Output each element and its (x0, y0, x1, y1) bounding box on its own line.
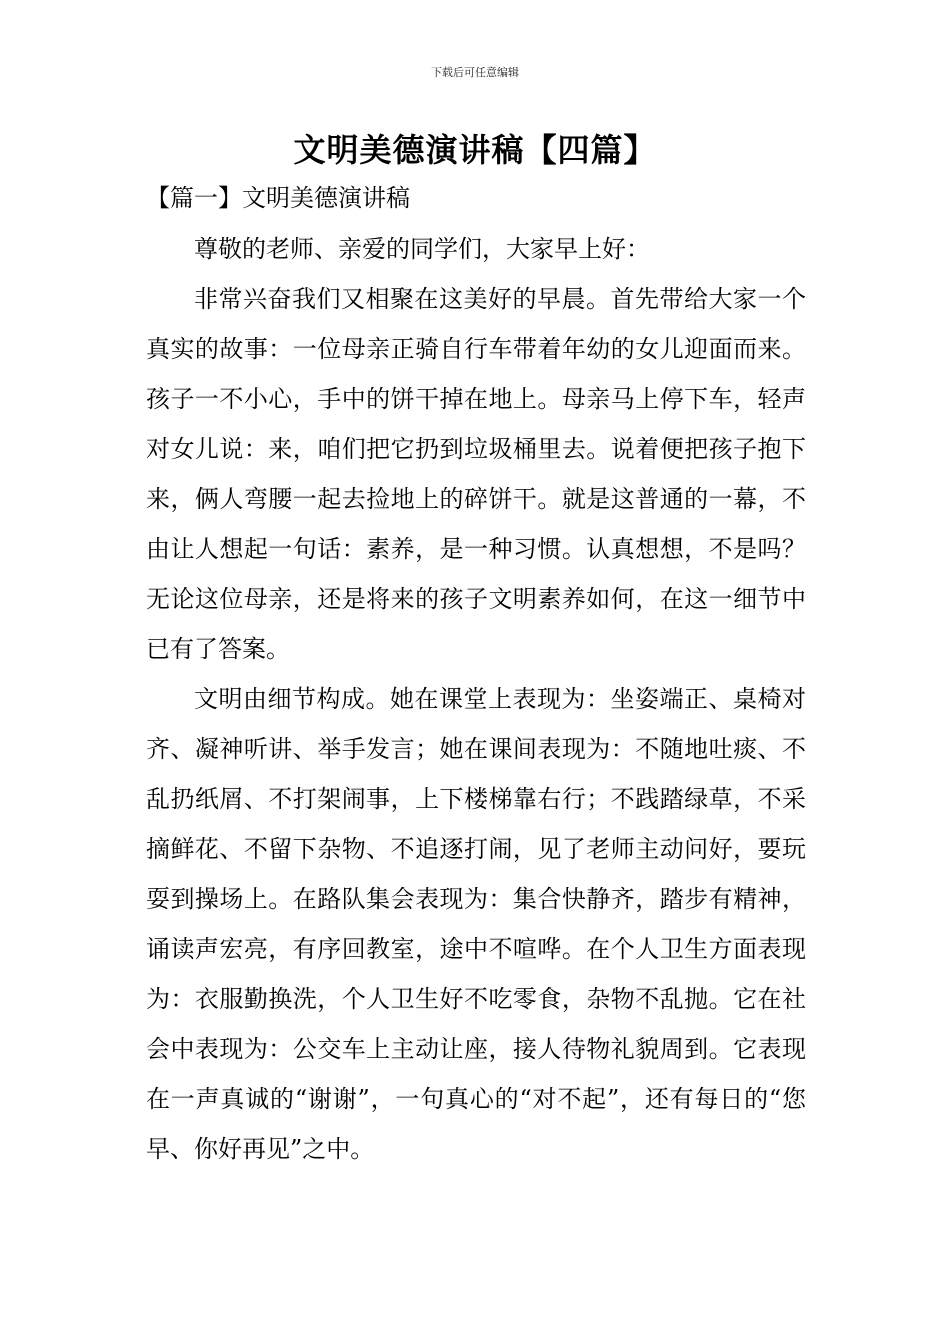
document-title: 文明美德演讲稿【四篇】 (293, 131, 657, 169)
header-note: 下载后可任意编辑 (431, 66, 519, 79)
body-text (146, 224, 806, 1174)
section-heading: 【篇一】文明美德演讲稿 (146, 184, 410, 212)
paragraph-story: 非常兴奋我们又相聚在这美好的早晨。首先带给大家一个真实的故事：一位母亲正骑自行车带着年幼的女儿迎面而来。孩子一不小心，手中的饼干掉在地上。母亲马上停下车，轻声对女儿说：来，咱们把它扔到垃圾桶里去。说着便把孩子抱下来，俩人弯腰一起去捡地上的碎饼干。就是这普通的一幕，不由让人想起一句话：素养，是一种习惯。认真想想，不是吗？无论这位母亲，还是将来的孩子文明素养如何，在这一细节中已有了答案。 (146, 285, 806, 663)
paragraph-civility-details: 文明由细节构成。她在课堂上表现为：坐姿端正、桌椅对齐、凝神听讲、举手发言；她在课间表现为：不随地吐痰、不乱扔纸屑、不打架闹事，上下楼梯靠右行；不践踏绿草，不采摘鲜花、不留下杂物、不追逐打闹，见了老师主动问好，要玩耍到操场上。在路队集会表现为：集合快静齐，踏步有精神，诵读声宏亮，有序回教室，途中不喧哗。在个人卫生方面表现为：衣服勤换洗，个人卫生好不吃零食，杂物不乱抛。它在社会中表现为：公交车上主动让座，接人待物礼貌周到。它表现在一声真诚的“谢谢”，一句真心的“对不起”，还有每日的“您早、你好再见”之中。 (146, 685, 806, 1163)
paragraph-greeting: 尊敬的老师、亲爱的同学们，大家早上好： (194, 235, 650, 263)
